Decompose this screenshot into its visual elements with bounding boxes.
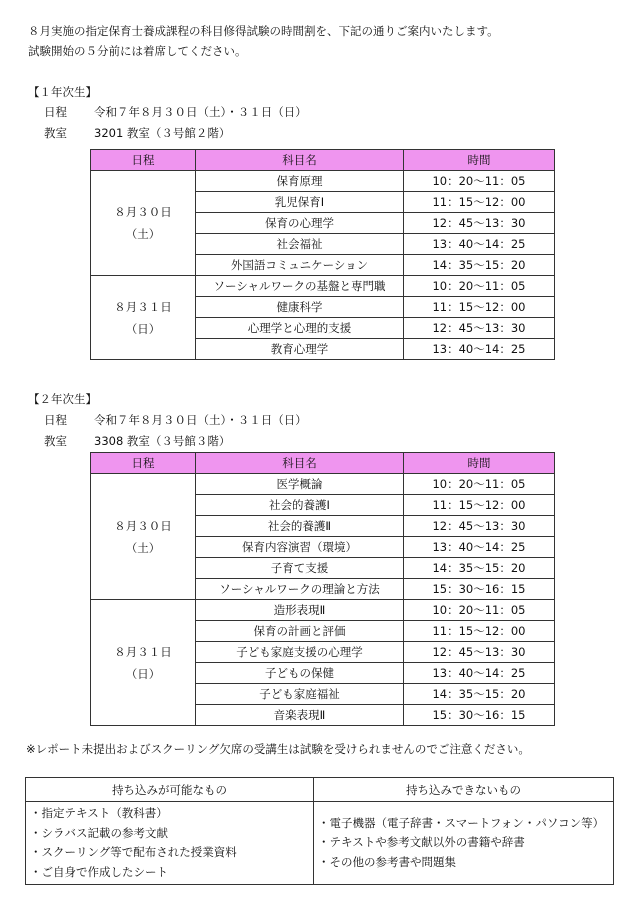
time-cell: 12：45～13：30 (404, 642, 555, 663)
attendance-note: ※レポート未提出およびスクーリング欠席の受講生は試験を受けられませんのでご注意ください。 (26, 742, 530, 756)
table-row (91, 171, 555, 192)
table-row (91, 276, 555, 297)
time-cell: 13：40～14：25 (404, 537, 555, 558)
table-row (91, 600, 555, 621)
header-time: 時間 (404, 453, 555, 474)
list-item: ・電子機器（電子辞書・スマートフォン・パソコン等） (318, 815, 605, 830)
date-text: ８月３１日 (114, 299, 172, 314)
subject-cell: 社会福祉 (196, 234, 404, 255)
date-text: ８月３１日 (114, 644, 172, 659)
time-cell: 10：20～11：05 (404, 600, 555, 621)
year2-room-value: 3308 教室（３号館３階） (94, 434, 231, 448)
subject-cell: 保育の心理学 (196, 213, 404, 234)
weekday-text: （日） (125, 666, 161, 681)
time-cell: 10：20～11：05 (404, 276, 555, 297)
time-cell: 14：35～15：20 (404, 558, 555, 579)
header-subject: 科目名 (196, 150, 404, 171)
time-cell: 11：15～12：00 (404, 495, 555, 516)
subject-cell: 教育心理学 (196, 339, 404, 360)
subject-cell: 子育て支援 (196, 558, 404, 579)
subject-cell: 健康科学 (196, 297, 404, 318)
year2-date-value: 令和７年８月３０日（土）・３１日（日） (94, 413, 307, 427)
year1-date-value: 令和７年８月３０日（土）・３１日（日） (94, 105, 307, 119)
subject-cell: ソーシャルワークの理論と方法 (196, 579, 404, 600)
forbidden-header: 持ち込みできないもの (314, 778, 614, 802)
year1-room-value: 3201 教室（３号館２階） (94, 126, 231, 140)
date-text: ８月３０日 (114, 518, 172, 533)
items-table (25, 777, 614, 885)
year1-room-label: 教室 (44, 126, 67, 140)
time-cell: 14：35～15：20 (404, 684, 555, 705)
time-cell: 12：45～13：30 (404, 516, 555, 537)
subject-cell: 社会的養護Ⅱ (196, 516, 404, 537)
header-date: 日程 (91, 150, 196, 171)
table-header-row (91, 453, 555, 474)
subject-cell: 保育原理 (196, 171, 404, 192)
date-cell (91, 600, 196, 726)
time-cell: 10：20～11：05 (404, 171, 555, 192)
subject-cell: ソーシャルワークの基盤と専門職 (196, 276, 404, 297)
intro-line-1: ８月実施の指定保育士養成課程の科目修得試験の時間割を、下記の通りご案内いたします。 (28, 24, 499, 38)
year2-heading: 【２年次生】 (28, 392, 97, 406)
table-row (91, 474, 555, 495)
allowed-list (26, 802, 314, 885)
time-cell: 15：30～16：15 (404, 579, 555, 600)
weekday-text: （土） (125, 540, 161, 555)
time-cell: 13：40～14：25 (404, 234, 555, 255)
time-cell: 11：15～12：00 (404, 621, 555, 642)
list-item: ・その他の参考書や問題集 (318, 854, 456, 869)
table-header-row (91, 150, 555, 171)
forbidden-list (314, 802, 614, 885)
allowed-header: 持ち込みが可能なもの (26, 778, 314, 802)
items-body-row (26, 802, 614, 885)
time-cell: 11：15～12：00 (404, 297, 555, 318)
time-cell: 14：35～15：20 (404, 255, 555, 276)
subject-cell: 心理学と心理的支援 (196, 318, 404, 339)
time-cell: 10：20～11：05 (404, 474, 555, 495)
subject-cell: 子ども家庭支援の心理学 (196, 642, 404, 663)
subject-cell: 保育の計画と評価 (196, 621, 404, 642)
weekday-text: （土） (125, 227, 161, 241)
weekday-text: （日） (125, 321, 161, 336)
header-subject: 科目名 (196, 453, 404, 474)
time-cell: 12：45～13：30 (404, 318, 555, 339)
list-item: ・指定テキスト（教科書） (30, 806, 168, 820)
list-item: ・スクーリング等で配布された授業資料 (30, 845, 237, 859)
time-cell: 11：15～12：00 (404, 192, 555, 213)
subject-cell: 保育内容演習（環境） (196, 537, 404, 558)
year2-schedule-table (90, 452, 555, 726)
time-cell: 12：45～13：30 (404, 213, 555, 234)
date-cell (91, 474, 196, 600)
time-cell: 15：30～16：15 (404, 705, 555, 726)
year1-date-label: 日程 (44, 105, 67, 119)
subject-cell: 外国語コミュニケーション (196, 255, 404, 276)
subject-cell: 子どもの保健 (196, 663, 404, 684)
list-item: ・シラバス記載の参考文献 (30, 825, 168, 840)
subject-cell: 子ども家庭福祉 (196, 684, 404, 705)
year1-schedule-table (90, 149, 555, 360)
subject-cell: 乳児保育Ⅰ (196, 192, 404, 213)
subject-cell: 造形表現Ⅱ (196, 600, 404, 621)
list-item: ・テキストや参考文献以外の書籍や辞書 (318, 835, 525, 850)
date-text: ８月３０日 (114, 205, 172, 219)
header-time: 時間 (404, 150, 555, 171)
intro-line-2: 試験開始の５分前には着席してください。 (28, 44, 247, 58)
subject-cell: 医学概論 (196, 474, 404, 495)
list-item: ・ご自身で作成したシート (30, 864, 168, 879)
year2-date-label: 日程 (44, 413, 67, 427)
date-cell (91, 171, 196, 276)
items-header-row (26, 778, 614, 802)
date-cell (91, 276, 196, 360)
time-cell: 13：40～14：25 (404, 339, 555, 360)
subject-cell: 音楽表現Ⅱ (196, 705, 404, 726)
time-cell: 13：40～14：25 (404, 663, 555, 684)
year1-heading: 【１年次生】 (28, 85, 97, 99)
subject-cell: 社会的養護Ⅰ (196, 495, 404, 516)
header-date: 日程 (91, 453, 196, 474)
year2-room-label: 教室 (44, 434, 67, 448)
